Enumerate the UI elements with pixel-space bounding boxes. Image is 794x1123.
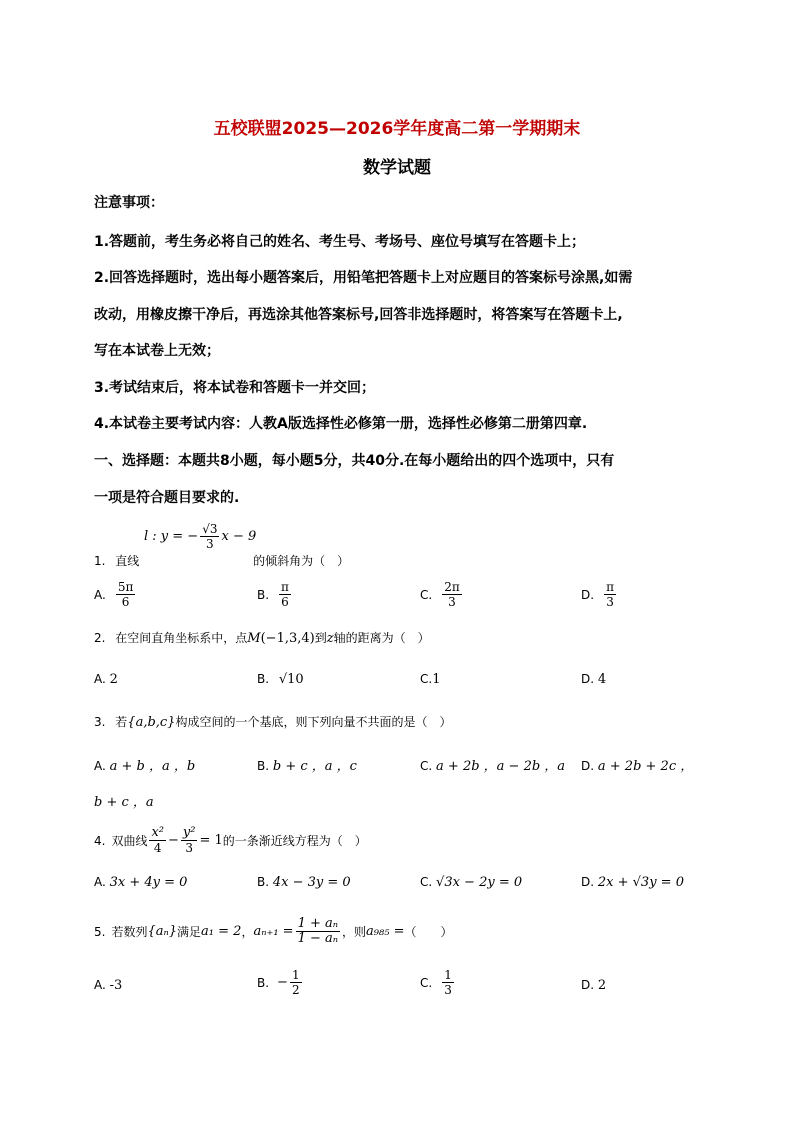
q1-equation: l : y = − $\frac{√3}{3}$ x − 9: [144, 522, 257, 551]
notice-item: 1.答题前，考生务必将自己的姓名、考生号、考场号、座位号填写在答题卡上；: [94, 234, 586, 250]
q2-option-c: C.1: [420, 672, 441, 687]
notice-heading: 注意事项：: [94, 195, 164, 211]
question-5: 5. 若数列 {aₙ} 满足 a₁ = 2 ， aₙ₊₁ = $\frac{\text{1 + aₙ}}{\text{1 − aₙ}}$ ，则 a₉₈₅ = （ ）: [94, 916, 453, 946]
q5-option-b: B. − $\frac{1}{2}$: [257, 968, 300, 997]
notice-item: 写在本试卷上无效；: [94, 343, 220, 359]
q4-option-d: D. 2x + √3y = 0: [581, 875, 684, 890]
section-heading-cont: 一项是符合题目要求的.: [94, 490, 240, 506]
question-2: 2. 在空间直角坐标系中，点M(−1,3,4)到z轴的距离为（ ）: [94, 631, 430, 646]
exam-subtitle: 数学试题: [363, 158, 431, 178]
q3-option-d: D. a + 2b + 2c ，: [581, 759, 694, 774]
section-heading: 一、选择题：本题共8小题，每小题5分，共40分.在每小题给出的四个选项中，只有: [94, 453, 615, 469]
q2-option-b: B. √10: [257, 672, 304, 687]
q5-option-c: C. $\frac{1}{3}$: [420, 968, 452, 997]
q5-option-d: D. 2: [581, 978, 607, 993]
question-3: 3. 若{a,b,c}构成空间的一个基底，则下列向量不共面的是（ ）: [94, 715, 452, 730]
q4-option-a: A. 3x + 4y = 0: [94, 875, 188, 890]
exam-title: 五校联盟2025—2026学年度高二第一学期期末: [213, 119, 581, 139]
q1-option-a: A. $\frac{5\pi}{6}$: [94, 580, 134, 609]
q3-option-b: B. b + c ，a ，c: [257, 759, 357, 774]
q5-option-a: A. -3: [94, 978, 123, 993]
q1-option-d: D. $\frac{\pi}{3}$: [581, 580, 614, 609]
notice-item: 改动，用橡皮擦干净后，再选涂其他答案标号,回答非选择题时，将答案写在答题卡上,: [94, 307, 623, 323]
q1-option-b: B. $\frac{\pi}{6}$: [257, 580, 289, 609]
q3-option-c: C. a + 2b ，a − 2b ，a: [420, 759, 566, 774]
q3-option-a: A. a + b ，a ，b: [94, 759, 196, 774]
q4-option-b: B. 4x − 3y = 0: [257, 875, 351, 890]
q2-option-a: A. 2: [94, 672, 118, 687]
question-1: 1. 直线 的倾斜角为（ ）: [94, 554, 350, 568]
q4-option-c: C. √3x − 2y = 0: [420, 875, 523, 890]
q2-option-d: D. 4: [581, 672, 607, 687]
notice-item: 2.回答选择题时，选出每小题答案后，用铅笔把答题卡上对应题目的答案标号涂黑,如需: [94, 270, 633, 286]
q1-option-c: C. $\frac{2\pi}{3}$: [420, 580, 460, 609]
notice-item: 3.考试结束后，将本试卷和答题卡一并交回；: [94, 380, 376, 396]
q1-eq-fraction: $\frac{√3}{3}$: [202, 522, 218, 551]
q3-option-d-cont: b + c ，a: [94, 795, 154, 810]
question-4: 4. 双曲线 $\frac{\text{x²}}{4}$ − $\frac{\text{y²}}{3}$ = 1 的一条渐近线方程为（ ）: [94, 825, 367, 855]
notice-item: 4.本试卷主要考试内容：人教A版选择性必修第一册，选择性必修第二册第四章.: [94, 416, 588, 432]
